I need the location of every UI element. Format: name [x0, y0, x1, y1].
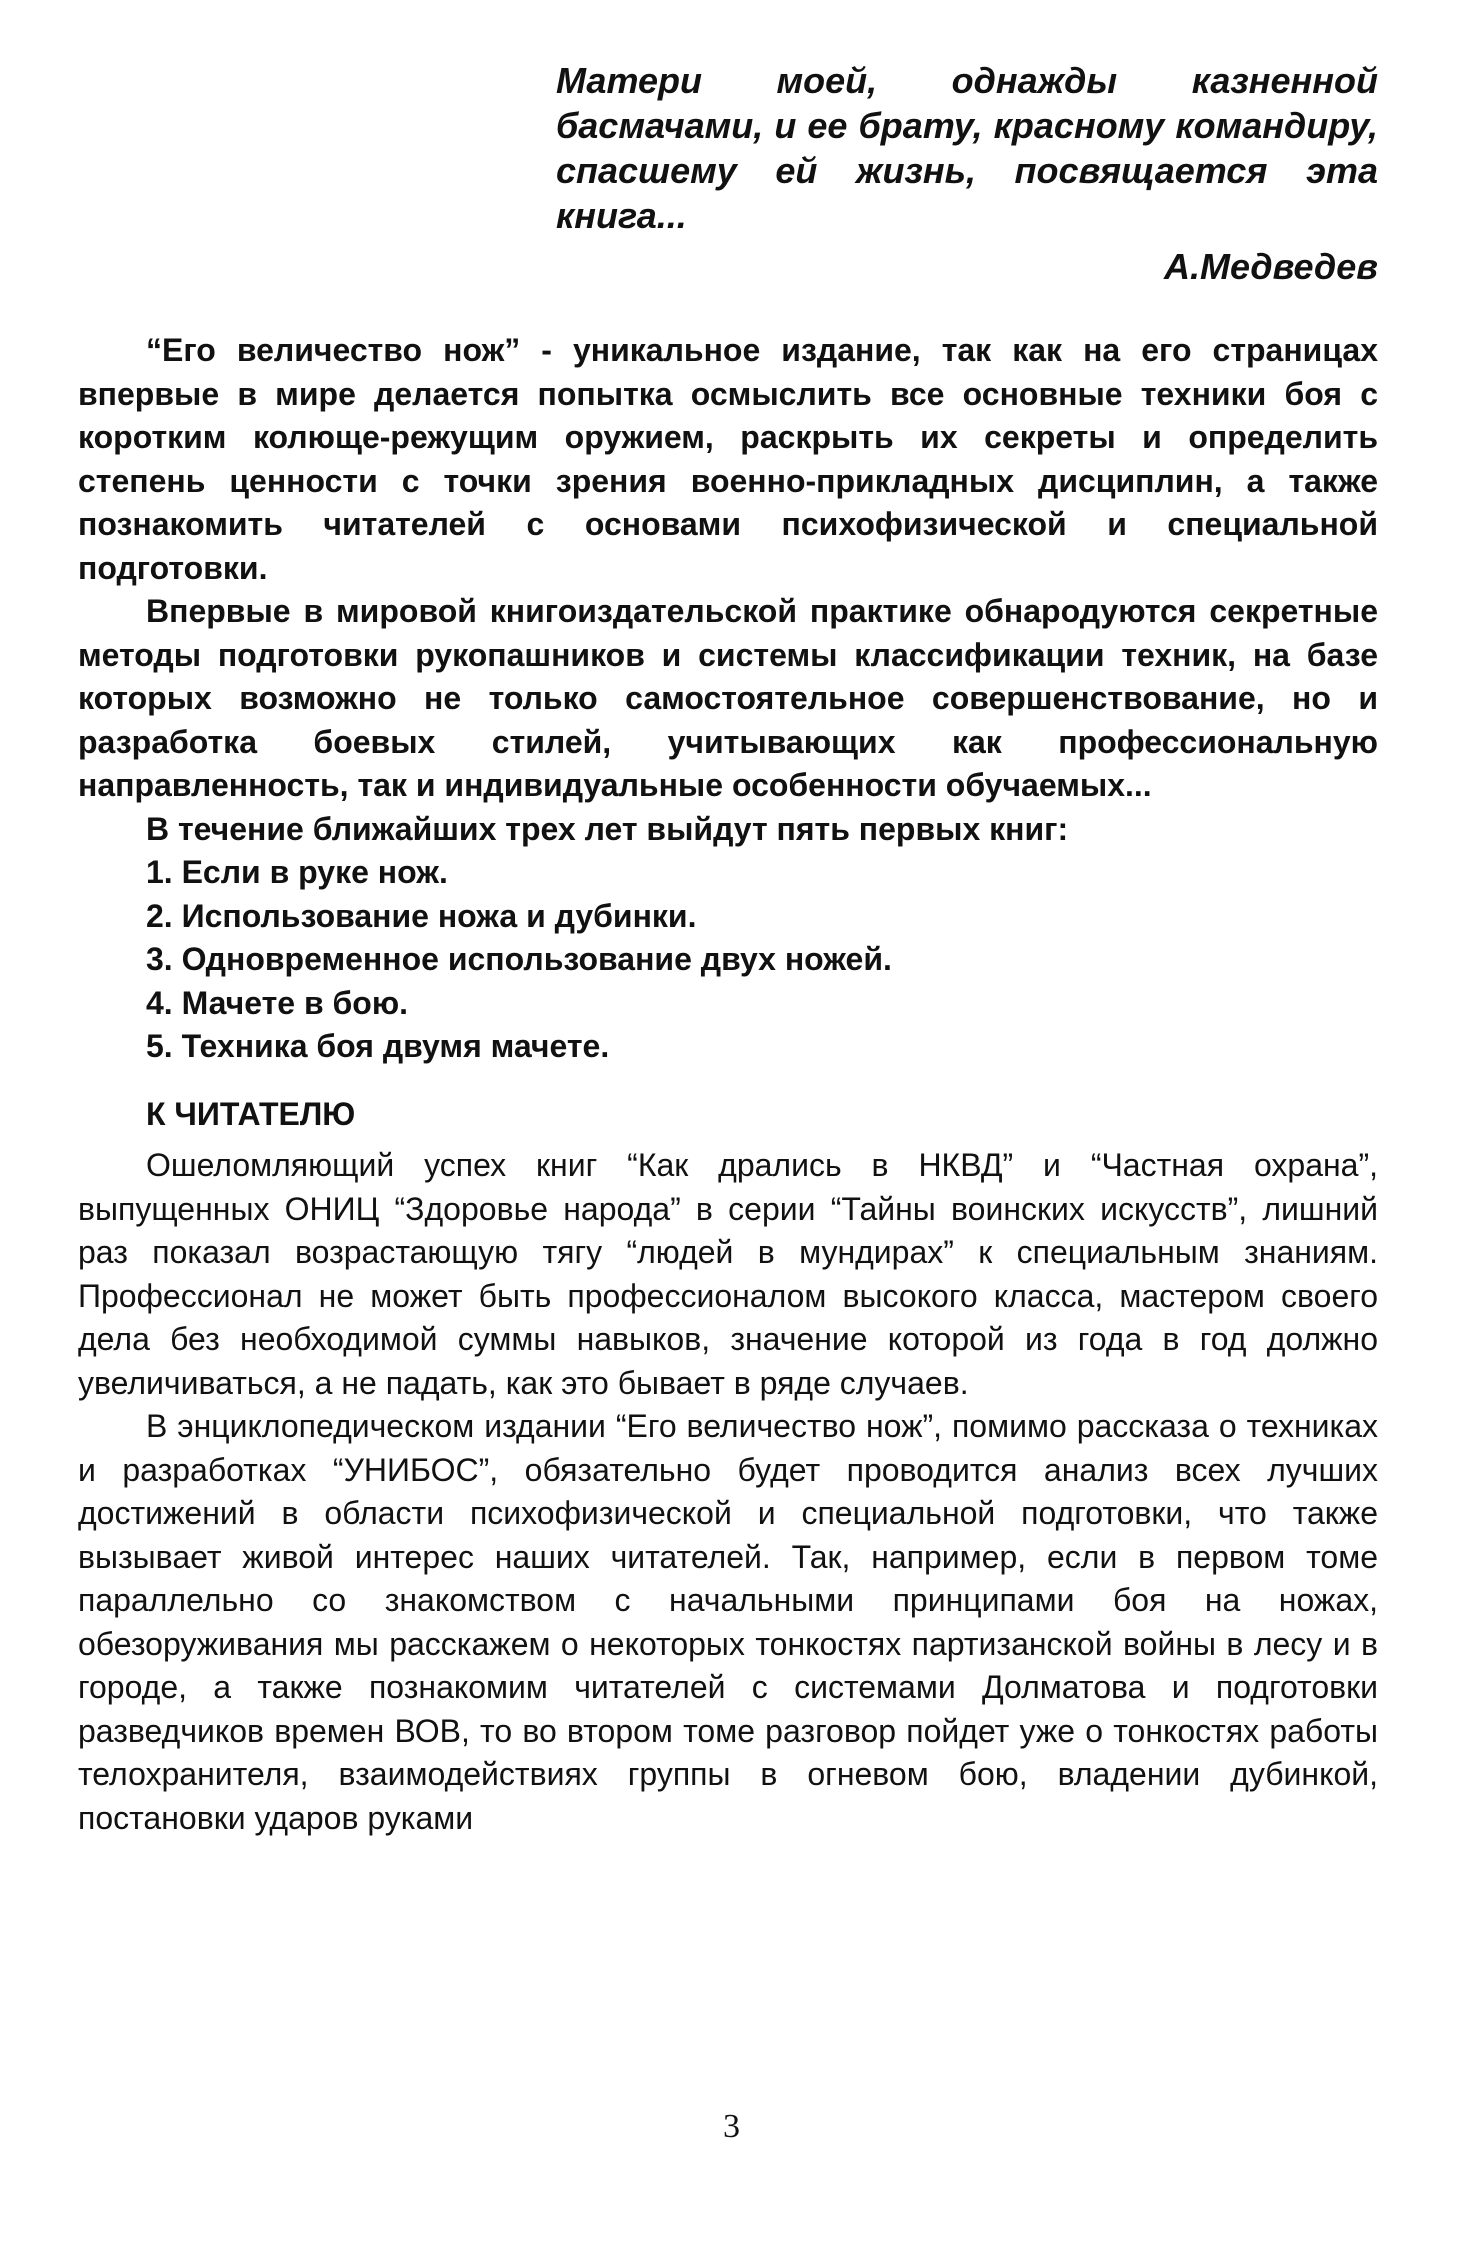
book-list-item: 4. Мачете в бою.: [146, 984, 409, 1021]
reader-paragraph: В энциклопедическом издании “Его величество нож”, помимо рассказа о техниках и разработках “УНИБОС”, обязательно будет проводится анализ всех лучших достижений в области психофизической и специальной подготовки, что также вызывает живой интерес наших читателей. Так, например, если в первом томе параллельно со знакомством с начальными принципами боя на ножах, обезоруживания мы расскажем о некоторых тонкостях партизанской войны в лесу и в городе, а также познакомим читателей с системами Долматова и подготовки разведчиков времен ВОВ, то во втором томе разговор пойдет уже о тонкостях работы телохранителя, взаимодействиях группы в огневом бою, владении дубинкой, постановки ударов руками: [78, 1408, 1378, 1836]
page-number: 3: [723, 2108, 740, 2145]
document-page: [78, 58, 1378, 1840]
intro-paragraph: В течение ближайших трех лет выйдут пять первых книг:: [146, 810, 1069, 847]
book-list-item: 3. Одновременное использование двух ножей.: [146, 941, 892, 977]
book-list-item: 5. Техника боя двумя мачете.: [146, 1028, 610, 1064]
book-list: [78, 851, 1378, 1069]
epigraph-author: А.Медведев: [1163, 246, 1378, 287]
intro-paragraph: “Его величество нож” - уникальное издание, так как на его страницах впервые в мире делается попытка осмыслить все основные техники боя с коротким колюще-режущим оружием, раскрыть их секреты и определить степень ценности с точки зрения военно-прикладных дисциплин, а также познакомить читателей с основами психофизической и специальной подготовки.: [78, 332, 1378, 586]
epigraph-text: Матери моей, однажды казненной басмачами, и ее брату, красному командиру, спасшему ей жизнь, посвящается эта книга...: [556, 60, 1378, 236]
reader-section: [78, 1144, 1378, 1840]
reader-paragraph: Ошеломляющий успех книг “Как дрались в НКВД” и “Частная охрана”, выпущенных ОНИЦ “Здоровье народа” в серии “Тайны воинских искусств”, лишний раз показал возрастающую тягу “людей в мундирах” к специальным знаниям. Профессионал не может быть профессионалом высокого класса, мастером своего дела без необходимой суммы навыков, значение которой из года в год должно увеличиваться, а не падать, как это бывает в ряде случаев.: [78, 1147, 1378, 1401]
book-list-item: 2. Использование ножа и дубинки.: [146, 897, 697, 934]
intro-paragraph: Впервые в мировой книгоиздательской практике обнародуются секретные методы подготовки рукопашников и системы классификации техник, на базе которых возможно не только самостоятельное совершенствование, но и разработка боевых стилей, учитывающих как профессиональную направленность, так и индивидуальные особенности обучаемых...: [78, 593, 1378, 803]
section-title: К ЧИТАТЕЛЮ: [146, 1095, 356, 1132]
epigraph: [556, 58, 1378, 238]
intro-section: [78, 329, 1378, 1069]
book-list-item: 1. Если в руке нож.: [146, 854, 448, 890]
